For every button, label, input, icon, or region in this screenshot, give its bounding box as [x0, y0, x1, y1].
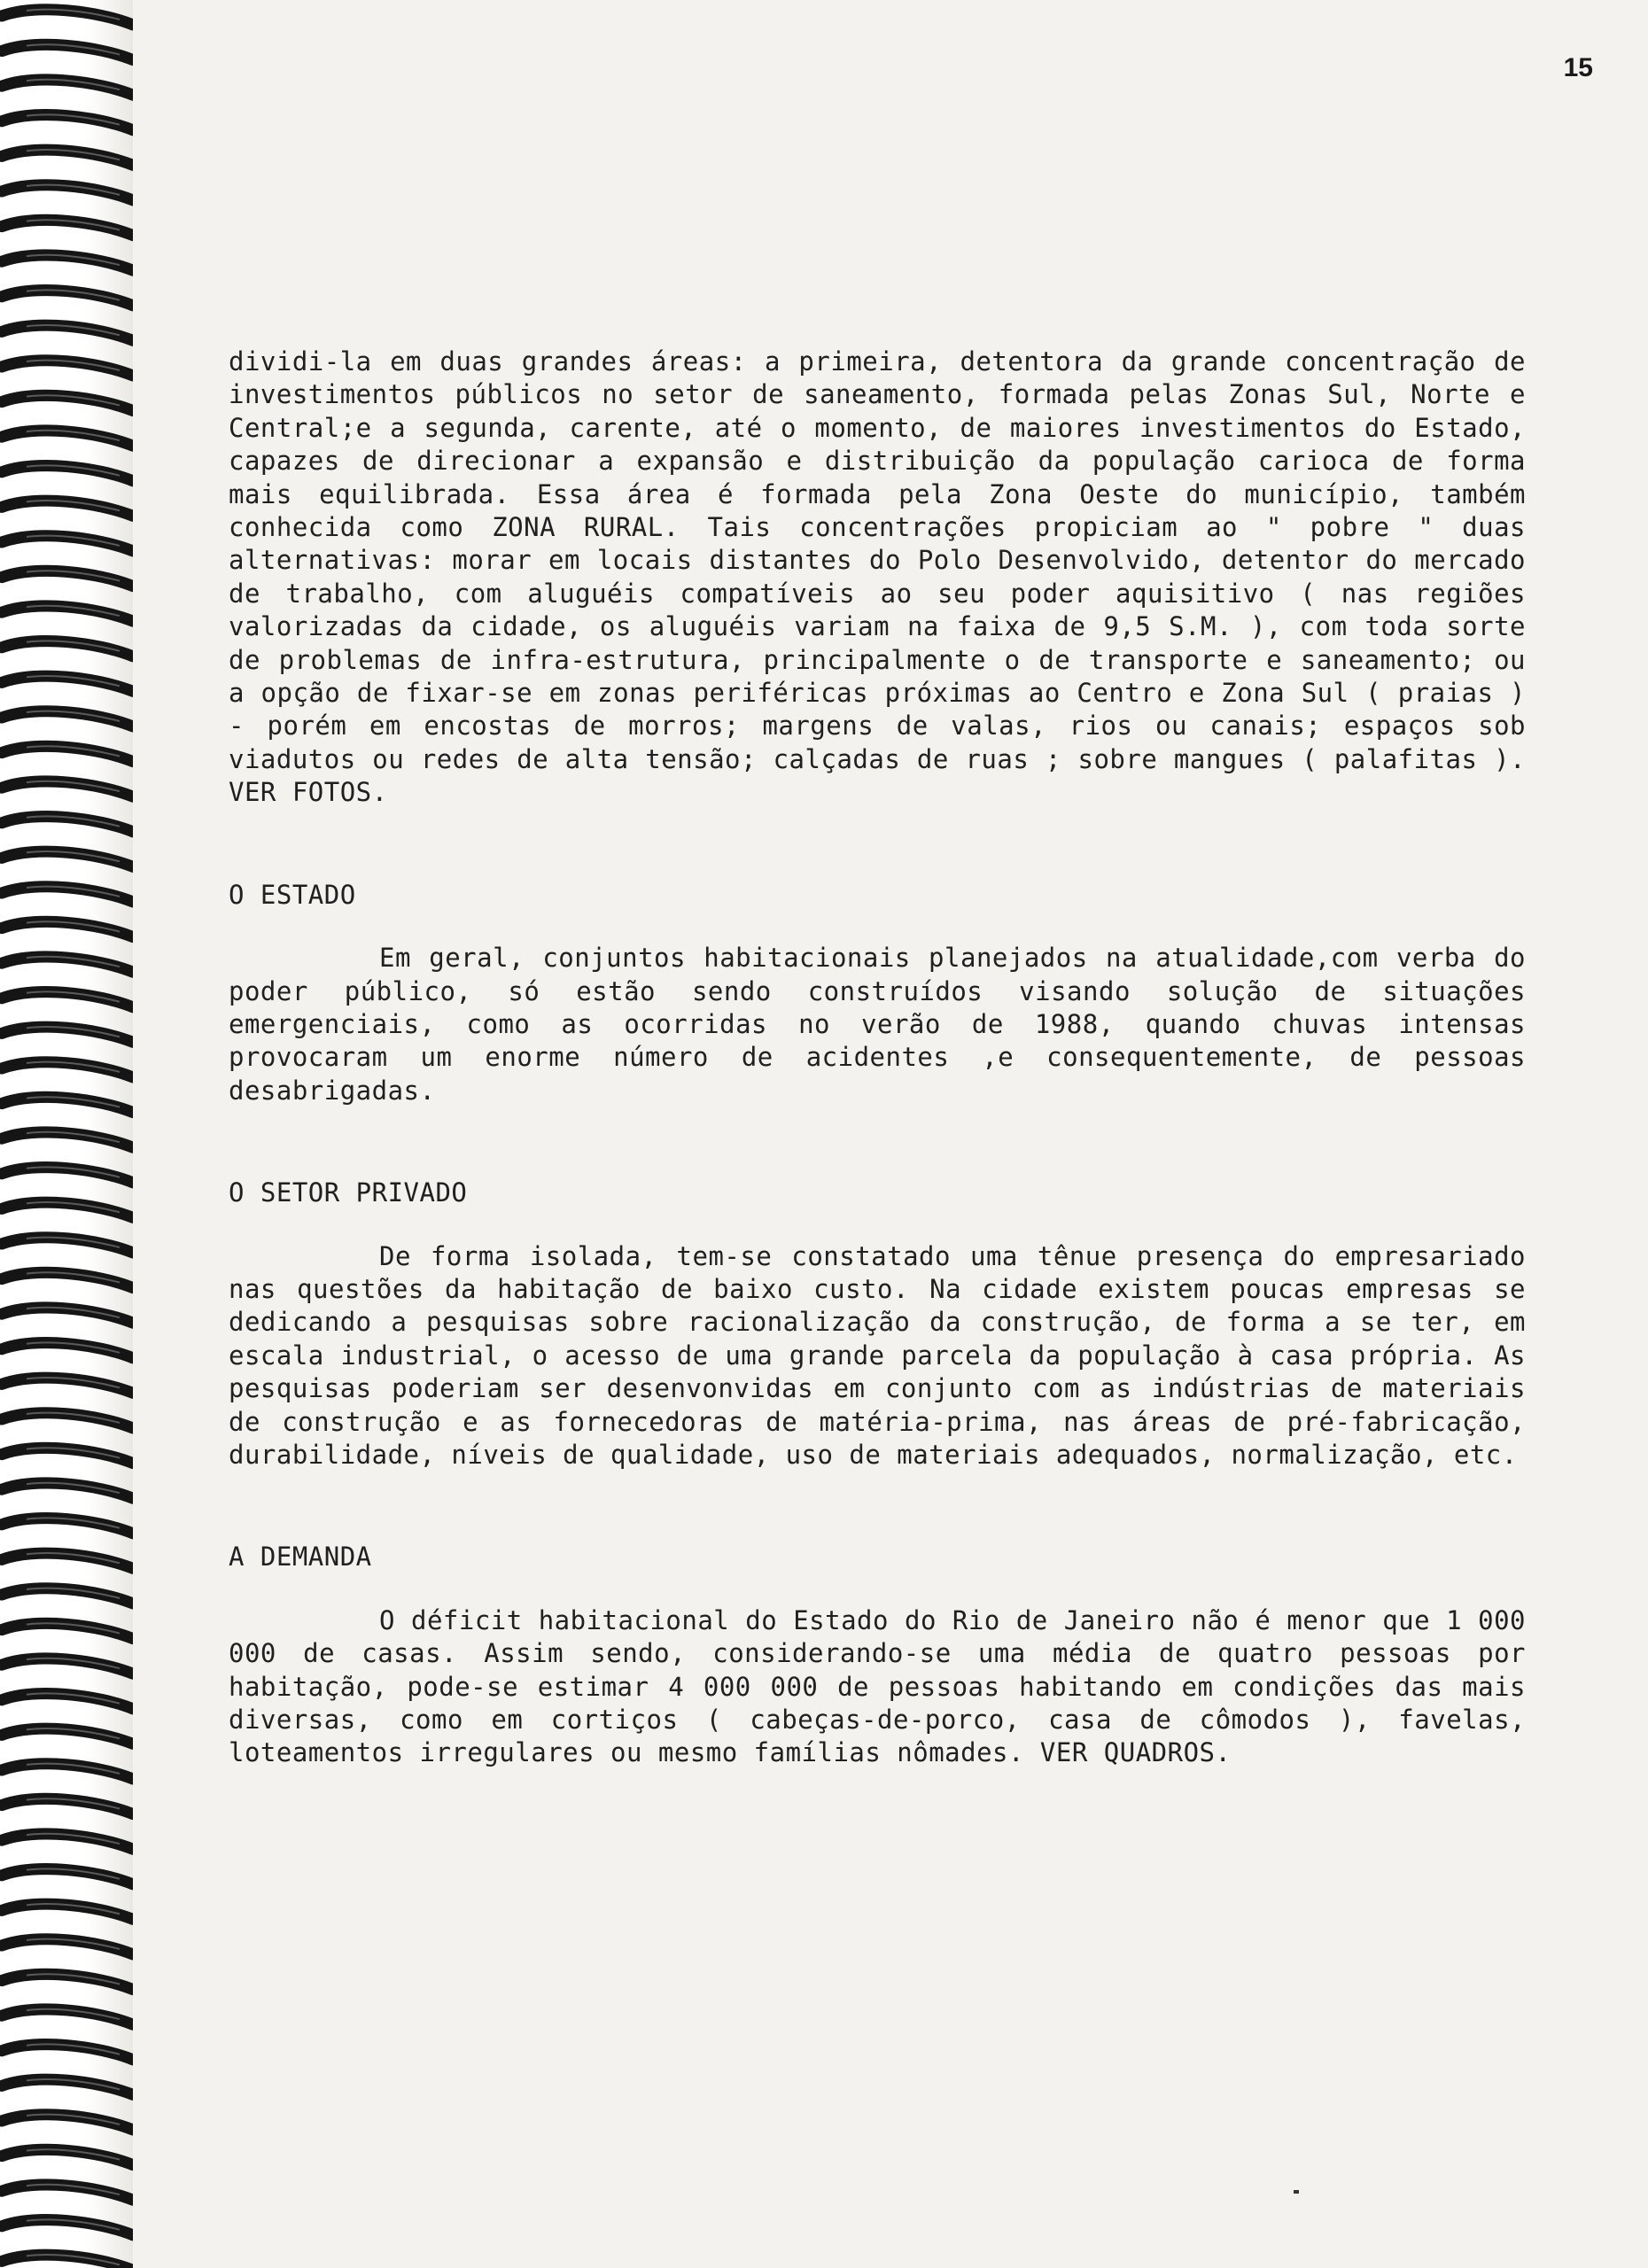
binding-ring — [2, 1658, 133, 1674]
binding-ring — [2, 2255, 133, 2268]
spiral-binding — [0, 0, 133, 2268]
binding-ring — [2, 1553, 133, 1568]
binding-ring — [2, 1062, 133, 1077]
binding-ring — [2, 1027, 133, 1042]
binding-ring — [2, 536, 133, 551]
binding-ring — [2, 1939, 133, 1954]
binding-ring — [2, 1974, 133, 1989]
binding-ring — [2, 255, 133, 270]
binding-ring — [2, 361, 133, 376]
binding-ring — [2, 851, 133, 866]
binding-ring — [2, 887, 133, 902]
binding-ring — [2, 2044, 133, 2059]
binding-ring — [2, 465, 133, 480]
binding-ring — [2, 1728, 133, 1744]
binding-ring — [2, 1588, 133, 1604]
binding-ring — [2, 395, 133, 410]
binding-ring — [2, 1378, 133, 1393]
binding-ring — [2, 641, 133, 656]
binding-ring — [2, 781, 133, 796]
binding-ring — [2, 431, 133, 446]
binding-ring — [2, 1272, 133, 1287]
binding-ring — [2, 1097, 133, 1112]
binding-ring — [2, 606, 133, 621]
binding-ring — [2, 325, 133, 340]
binding-ring — [2, 10, 133, 25]
page-number: 15 — [1563, 53, 1593, 82]
binding-ring — [2, 80, 133, 95]
binding-ring — [2, 2009, 133, 2024]
binding-ring — [2, 2149, 133, 2164]
binding-ring — [2, 816, 133, 831]
binding-ring — [2, 746, 133, 761]
binding-ring — [2, 711, 133, 726]
binding-ring — [2, 150, 133, 165]
binding-ring — [2, 1834, 133, 1849]
binding-ring — [2, 501, 133, 516]
binding-ring — [2, 220, 133, 235]
binding-ring — [2, 1904, 133, 1919]
heading-o-estado: O ESTADO — [229, 879, 356, 910]
binding-ring — [2, 1167, 133, 1182]
binding-ring — [2, 676, 133, 691]
binding-ring — [2, 1764, 133, 1779]
paragraph-setor-privado: De forma isolada, tem-se constatado uma tênue presença do empresariado nas questões da habitação de baixo custo. Na cidade existem poucas empresas se dedicando a pesquisas sobre racionalização da construção, de forma a se ter, em escala industrial, o acesso de uma grande parcela da população à casa própria. As pesquisas poderiam ser desenvonvidas em conjunto com as indústrias de materiais de construção e as fornecedoras de matéria-prima, nas áreas de pré-fabricação, durabilidade, níveis de qualidade, uso de materiais adequados, normalização, etc. — [229, 1240, 1526, 1470]
heading-a-demanda: A DEMANDA — [229, 1542, 372, 1573]
binding-ring — [2, 1342, 133, 1357]
binding-ring — [2, 2115, 133, 2130]
binding-ring — [2, 185, 133, 200]
binding-ring — [2, 1238, 133, 1253]
binding-ring — [2, 1308, 133, 1323]
binding-ring — [2, 1798, 133, 1814]
binding-ring — [2, 1623, 133, 1638]
binding-ring — [2, 921, 133, 936]
paragraph-demanda: O déficit habitacional do Estado do Rio de Janeiro não é menor que 1 000 000 de casas. Assim sendo, considerando-se uma média de quatro pessoas por habitação, pode-se estimar 4 000 000 de pessoas habitando em condições das mais diversas, como em cortiços ( cabeças-de-porco, casa de cômodos ), favelas, loteamentos irregulares ou mesmo famílias nômades. VER QUADROS. — [229, 1604, 1526, 1768]
paragraph-intro: dividi-la em duas grandes áreas: a primeira, detentora da grande concentração de investimentos públicos no setor de saneamento, formada pelas Zonas Sul, Norte e Central;e a segunda, carente, até o momento, de maiores investimentos do Estado, capazes de direcionar a expansão e distribuição da população carioca de forma mais equilibrada. Essa área é formada pela Zona Oeste do município, também conhecida como ZONA RURAL. Tais concentrações propiciam ao " pobre " duas alternativas: morar em locais distantes do Polo Desenvolvido, detentor do mercado de trabalho, com aluguéis compatíveis ao seu poder aquisitivo ( nas regiões valorizadas da cidade, os aluguéis variam na faixa de 9,5 S.M. ), com toda sorte de problemas de infra-estrutura, principalmente o de transporte e saneamento; ou a opção de fixar-se em zonas periféricas próximas ao Centro e Zona Sul ( praias ) - porém em encostas de morros; margens de valas, rios ou canais; espaços sob viadutos ou redes de alta tensão; calçadas de ruas ; sobre mangues ( palafitas ). VER FOTOS. — [229, 346, 1526, 808]
binding-ring — [2, 957, 133, 972]
binding-ring — [2, 1413, 133, 1428]
spiral-rings-icon — [0, 0, 133, 2268]
binding-ring — [2, 1202, 133, 1217]
ink-speck — [1294, 2190, 1299, 2194]
binding-ring — [2, 1448, 133, 1463]
binding-ring — [2, 2185, 133, 2200]
paragraph-estado: Em geral, conjuntos habitacionais planejados na atualidade,com verba do poder público, só estão sendo construídos visando solução de situações emergenciais, como as ocorridas no verão de 1988, quando chuvas intensas provocaram um enorme número de acidentes ,e consequentemente, de pessoas desabrigadas. — [229, 943, 1526, 1106]
binding-ring — [2, 2079, 133, 2094]
binding-ring — [2, 991, 133, 1006]
binding-ring — [2, 571, 133, 586]
binding-ring — [2, 2219, 133, 2234]
heading-setor-privado: O SETOR PRIVADO — [229, 1177, 468, 1208]
binding-ring — [2, 1132, 133, 1147]
binding-ring — [2, 114, 133, 129]
binding-ring — [2, 1868, 133, 1884]
binding-ring — [2, 44, 133, 59]
document-body — [229, 346, 1526, 1770]
binding-ring — [2, 290, 133, 305]
binding-ring — [2, 1483, 133, 1498]
binding-ring — [2, 1518, 133, 1533]
binding-ring — [2, 1693, 133, 1708]
